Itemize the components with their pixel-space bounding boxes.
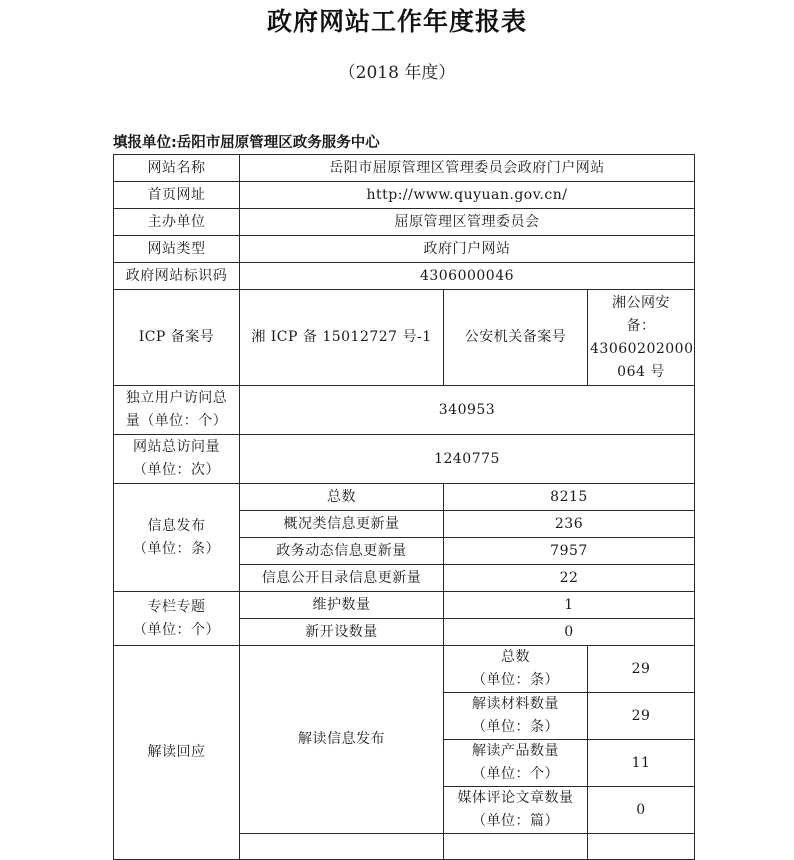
label-line: （单位：条） bbox=[472, 719, 559, 735]
row-total-visits bbox=[114, 435, 695, 484]
interp-item-value: 29 bbox=[588, 693, 695, 740]
label-line: （单位：个） bbox=[133, 621, 220, 638]
label-info-publish bbox=[114, 484, 240, 592]
info-item-label: 信息公开目录信息更新量 bbox=[240, 565, 444, 592]
info-item-value: 7957 bbox=[444, 538, 695, 565]
info-item-value: 22 bbox=[444, 565, 695, 592]
label-line: 解读材料数量 bbox=[472, 696, 559, 712]
columns-item-label: 新开设数量 bbox=[240, 619, 444, 646]
label-line: （单位：条） bbox=[472, 672, 559, 688]
row-columns-maintained bbox=[114, 592, 695, 619]
label-site-type: 网站类型 bbox=[114, 236, 240, 263]
filer-unit: 填报单位:岳阳市屈原管理区政务服务中心 bbox=[113, 135, 380, 151]
label-line: （单位：次） bbox=[133, 462, 220, 478]
row-site-type bbox=[114, 236, 695, 263]
label-icp: ICP 备案号 bbox=[114, 290, 240, 386]
label-line: 媒体评论文章数量 bbox=[457, 790, 574, 806]
value-police-record bbox=[588, 290, 695, 386]
value-total-visits: 1240775 bbox=[240, 435, 695, 484]
interp-item-value: 29 bbox=[588, 646, 695, 693]
info-item-label: 政务动态信息更新量 bbox=[240, 538, 444, 565]
label-police-record: 公安机关备案号 bbox=[444, 290, 588, 386]
label-site-id: 政府网站标识码 bbox=[114, 263, 240, 290]
value-homepage: http://www.quyuan.gov.cn/ bbox=[240, 182, 695, 209]
label-total-visits bbox=[114, 435, 240, 484]
label-line: （单位：篇） bbox=[472, 813, 559, 829]
report-table bbox=[113, 154, 695, 860]
label-line: 解读产品数量 bbox=[472, 743, 559, 759]
label-line: 独立用户访问总 bbox=[125, 390, 228, 406]
label-line: 信息发布 bbox=[147, 517, 206, 534]
value-site-name: 岳阳市屈原管理区管理委员会政府门户网站 bbox=[240, 155, 695, 182]
police-line: 064 号 bbox=[617, 363, 665, 380]
row-site-id bbox=[114, 263, 695, 290]
interp-continued-cell bbox=[588, 834, 695, 860]
row-sponsor bbox=[114, 209, 695, 236]
label-unique-visitors bbox=[114, 386, 240, 435]
label-homepage: 首页网址 bbox=[114, 182, 240, 209]
value-site-id: 4306000046 bbox=[240, 263, 695, 290]
interp-continued-cell bbox=[240, 834, 444, 860]
police-line: 湘公网安 bbox=[612, 294, 670, 311]
row-site-name bbox=[114, 155, 695, 182]
interp-item-label bbox=[444, 787, 588, 834]
info-item-value: 8215 bbox=[444, 484, 695, 511]
interp-item-value: 11 bbox=[588, 740, 695, 787]
police-line: 备： bbox=[626, 317, 656, 334]
row-info-total bbox=[114, 484, 695, 511]
interp-item-label bbox=[444, 646, 588, 693]
label-sponsor: 主办单位 bbox=[114, 209, 240, 236]
row-homepage bbox=[114, 182, 695, 209]
row-icp bbox=[114, 290, 695, 386]
label-interp-publish: 解读信息发布 bbox=[240, 646, 444, 834]
report-year: （2018 年度） bbox=[338, 63, 456, 83]
label-line: （单位：条） bbox=[133, 540, 220, 557]
columns-item-value: 0 bbox=[444, 619, 695, 646]
label-line: 量（单位：个） bbox=[125, 413, 228, 429]
label-line: （单位：个） bbox=[472, 766, 559, 782]
police-line: 43060202000 bbox=[590, 340, 694, 357]
value-unique-visitors: 340953 bbox=[240, 386, 695, 435]
value-site-type: 政府门户网站 bbox=[240, 236, 695, 263]
info-item-value: 236 bbox=[444, 511, 695, 538]
interp-item-label bbox=[444, 693, 588, 740]
label-line: 专栏专题 bbox=[147, 598, 206, 615]
interp-continued-cell bbox=[444, 834, 588, 860]
interp-item-label bbox=[444, 740, 588, 787]
value-icp: 湘 ICP 备 15012727 号-1 bbox=[240, 290, 444, 386]
label-interpretation: 解读回应 bbox=[114, 646, 240, 860]
row-unique-visitors bbox=[114, 386, 695, 435]
value-sponsor: 屈原管理区管理委员会 bbox=[240, 209, 695, 236]
columns-item-value: 1 bbox=[444, 592, 695, 619]
label-line: 网站总访问量 bbox=[133, 439, 220, 455]
columns-item-label: 维护数量 bbox=[240, 592, 444, 619]
label-site-name: 网站名称 bbox=[114, 155, 240, 182]
row-interp-total bbox=[114, 646, 695, 693]
label-line: 总数 bbox=[501, 649, 530, 665]
label-columns bbox=[114, 592, 240, 646]
info-item-label: 概况类信息更新量 bbox=[240, 511, 444, 538]
interp-item-value: 0 bbox=[588, 787, 695, 834]
report-title: 政府网站工作年度报表 bbox=[266, 7, 527, 36]
info-item-label: 总数 bbox=[240, 484, 444, 511]
